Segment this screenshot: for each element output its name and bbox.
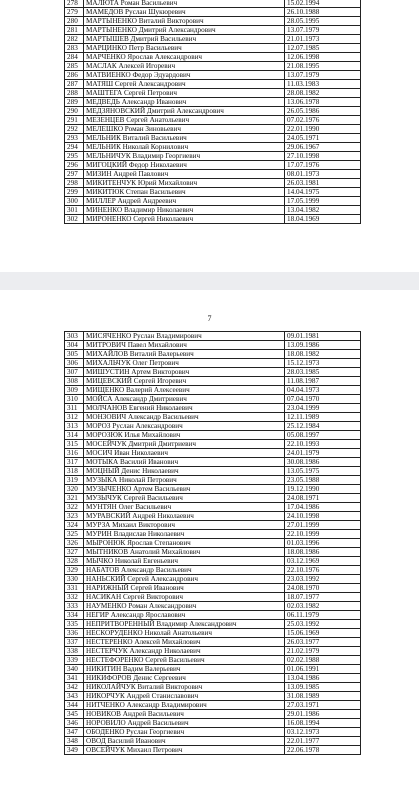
row-number-cell: 317 [65, 458, 84, 467]
birth-date-cell: 23.03.1992 [285, 575, 361, 584]
row-number-cell: 342 [65, 683, 84, 692]
document-page-1 [0, 0, 419, 272]
birth-date-cell: 13.09.1986 [285, 341, 361, 350]
roster-table-body [65, 332, 361, 755]
table-row [65, 458, 361, 467]
table-row [65, 17, 361, 26]
table-row [65, 44, 361, 53]
row-number-cell: 307 [65, 368, 84, 377]
table-row [65, 746, 361, 755]
name-cell: МИЛЛЕР Андрей Андреевич [84, 197, 285, 206]
table-row [65, 413, 361, 422]
birth-date-cell: 29.06.1967 [285, 143, 361, 152]
name-cell: МОЦНЫЙ Денис Николаевич [84, 467, 285, 476]
birth-date-cell: 31.08.1989 [285, 692, 361, 701]
row-number-cell: 283 [65, 44, 84, 53]
table-row [65, 575, 361, 584]
row-number-cell: 310 [65, 395, 84, 404]
row-number-cell: 328 [65, 557, 84, 566]
name-cell: МАРЧЕНКО Ярослав Александрович [84, 53, 285, 62]
row-number-cell: 341 [65, 674, 84, 683]
row-number-cell: 331 [65, 584, 84, 593]
table-row [65, 602, 361, 611]
row-number-cell: 296 [65, 161, 84, 170]
name-cell: МЕЛЬНИК Виталий Васильевич [84, 134, 285, 143]
birth-date-cell: 24.08.1971 [285, 494, 361, 503]
row-number-cell: 326 [65, 539, 84, 548]
row-number-cell: 292 [65, 125, 84, 134]
name-cell: МИШУСТИН Артем Викторович [84, 368, 285, 377]
birth-date-cell: 13.04.1982 [285, 206, 361, 215]
birth-date-cell: 21.01.1973 [285, 35, 361, 44]
table-row [65, 404, 361, 413]
table-row [65, 512, 361, 521]
birth-date-cell: 14.04.1975 [285, 188, 361, 197]
name-cell: НОРОВИЛО Андрей Васильевич [84, 719, 285, 728]
name-cell: НАРИЖНЫЙ Сергей Иванович [84, 584, 285, 593]
name-cell: МИЗИН Андрей Павлович [84, 170, 285, 179]
birth-date-cell: 18.04.1969 [285, 215, 361, 224]
row-number-cell: 285 [65, 62, 84, 71]
table-row [65, 557, 361, 566]
birth-date-cell: 24.05.1971 [285, 134, 361, 143]
row-number-cell: 332 [65, 593, 84, 602]
birth-date-cell: 12.07.1985 [285, 44, 361, 53]
row-number-cell: 302 [65, 215, 84, 224]
row-number-cell: 299 [65, 188, 84, 197]
birth-date-cell: 15.02.1994 [285, 0, 361, 8]
birth-date-cell: 29.01.1986 [285, 710, 361, 719]
birth-date-cell: 28.08.1982 [285, 89, 361, 98]
row-number-cell: 320 [65, 485, 84, 494]
row-number-cell: 288 [65, 89, 84, 98]
table-row [65, 26, 361, 35]
birth-date-cell: 27.01.1999 [285, 521, 361, 530]
name-cell: МИТРОВИЧ Павел Михайлович [84, 341, 285, 350]
row-number-cell: 315 [65, 440, 84, 449]
name-cell: МАРТЫНЕНКО Виталий Викторович [84, 17, 285, 26]
table-row [65, 719, 361, 728]
birth-date-cell: 23.04.1999 [285, 404, 361, 413]
name-cell: НИКИТИН Вадим Валерьевич [84, 665, 285, 674]
row-number-cell: 337 [65, 638, 84, 647]
table-row [65, 467, 361, 476]
birth-date-cell: 12.06.1998 [285, 53, 361, 62]
row-number-cell: 324 [65, 521, 84, 530]
row-number-cell: 278 [65, 0, 84, 8]
name-cell: МЕЛЕШКО Роман Зиновьевич [84, 125, 285, 134]
name-cell: МОРОЗ Руслан Александрович [84, 422, 285, 431]
row-number-cell: 338 [65, 647, 84, 656]
birth-date-cell: 13.07.1979 [285, 71, 361, 80]
table-row [65, 98, 361, 107]
table-row [65, 188, 361, 197]
name-cell: НЕПРИТВОРЕННЫЙ Владимир Александрович [84, 620, 285, 629]
row-number-cell: 311 [65, 404, 84, 413]
name-cell: МУЗЫЧУК Сергей Васильевич [84, 494, 285, 503]
name-cell: НИТЧЕНКО Александр Владимирович [84, 701, 285, 710]
table-row [65, 683, 361, 692]
table-row [65, 629, 361, 638]
row-number-cell: 303 [65, 332, 84, 341]
row-number-cell: 330 [65, 575, 84, 584]
row-number-cell: 323 [65, 512, 84, 521]
birth-date-cell: 13.07.1979 [285, 26, 361, 35]
row-number-cell: 300 [65, 197, 84, 206]
row-number-cell: 313 [65, 422, 84, 431]
row-number-cell: 316 [65, 449, 84, 458]
table-row [65, 656, 361, 665]
row-number-cell: 304 [65, 341, 84, 350]
name-cell: МЕЛЬНИЧУК Владимир Георгиевич [84, 152, 285, 161]
name-cell: МИГОЦКИЙ Федор Николаевич [84, 161, 285, 170]
birth-date-cell: 01.06.1991 [285, 665, 361, 674]
row-number-cell: 312 [65, 413, 84, 422]
row-number-cell: 308 [65, 377, 84, 386]
table-row [65, 476, 361, 485]
table-row [65, 422, 361, 431]
table-row [65, 386, 361, 395]
table-row [65, 35, 361, 44]
row-number-cell: 282 [65, 35, 84, 44]
row-number-cell: 335 [65, 620, 84, 629]
birth-date-cell: 04.04.1973 [285, 386, 361, 395]
name-cell: МАРТЫШЕВ Дмитрий Васильевич [84, 35, 285, 44]
table-row [65, 125, 361, 134]
birth-date-cell: 26.03.1981 [285, 179, 361, 188]
name-cell: МЫЧКО Николай Евгеньевич [84, 557, 285, 566]
table-row [65, 161, 361, 170]
name-cell: МЕДВЕДЬ Александр Иванович [84, 98, 285, 107]
name-cell: НИКОЛАЙЧУК Виталий Викторович [84, 683, 285, 692]
table-row [65, 530, 361, 539]
birth-date-cell: 25.12.1984 [285, 422, 361, 431]
roster-table-body [65, 0, 361, 224]
name-cell: НЕГИР Александр Ярославович [84, 611, 285, 620]
name-cell: МУРАВСКИЙ Андрей Николаевич [84, 512, 285, 521]
row-number-cell: 347 [65, 728, 84, 737]
table-row [65, 332, 361, 341]
row-number-cell: 349 [65, 746, 84, 755]
birth-date-cell: 02.03.1982 [285, 602, 361, 611]
name-cell: МОЛЧАНОВ Евгений Николаевич [84, 404, 285, 413]
birth-date-cell: 17.05.1999 [285, 197, 361, 206]
document-page-2 [0, 290, 419, 800]
name-cell: МУРИН Владислав Николаевич [84, 530, 285, 539]
row-number-cell: 291 [65, 116, 84, 125]
name-cell: МИХАЙЛОВ Виталий Валерьевич [84, 350, 285, 359]
birth-date-cell: 13.05.1975 [285, 467, 361, 476]
birth-date-cell: 03.12.1973 [285, 728, 361, 737]
birth-date-cell: 05.08.1997 [285, 431, 361, 440]
birth-date-cell: 24.08.1970 [285, 584, 361, 593]
birth-date-cell: 28.03.1985 [285, 368, 361, 377]
table-row [65, 449, 361, 458]
table-row [65, 80, 361, 89]
row-number-cell: 321 [65, 494, 84, 503]
name-cell: НАБАТОВ Александр Васильевич [84, 566, 285, 575]
birth-date-cell: 22.01.1977 [285, 737, 361, 746]
birth-date-cell: 07.04.1970 [285, 395, 361, 404]
birth-date-cell: 24.10.1998 [285, 512, 361, 521]
name-cell: МУЗЫЧЕНКО Артем Васильевич [84, 485, 285, 494]
birth-date-cell: 30.08.1986 [285, 458, 361, 467]
name-cell: НАНЬСКИЙ Сергей Александрович [84, 575, 285, 584]
name-cell: МОСЕЙЧУК Дмитрий Дмитриевич [84, 440, 285, 449]
row-number-cell: 298 [65, 179, 84, 188]
birth-date-cell: 17.04.1986 [285, 503, 361, 512]
table-row [65, 53, 361, 62]
table-row [65, 593, 361, 602]
row-number-cell: 346 [65, 719, 84, 728]
name-cell: МЕЛЬНИК Николай Корнилович [84, 143, 285, 152]
table-row [65, 368, 361, 377]
name-cell: МИХАЛЬЧУК Олег Петрович [84, 359, 285, 368]
birth-date-cell: 17.07.1976 [285, 161, 361, 170]
birth-date-cell: 26.03.1977 [285, 638, 361, 647]
name-cell: МАРТЫНЕНКО Дмитрий Александрович [84, 26, 285, 35]
table-row [65, 539, 361, 548]
page-number: 7 [207, 314, 212, 323]
table-row [65, 107, 361, 116]
row-number-cell: 287 [65, 80, 84, 89]
table-row [65, 620, 361, 629]
birth-date-cell: 11.08.1987 [285, 377, 361, 386]
row-number-cell: 279 [65, 8, 84, 17]
birth-date-cell: 22.01.1990 [285, 125, 361, 134]
table-row [65, 215, 361, 224]
name-cell: МЫРОНЮК Ярослав Степанович [84, 539, 285, 548]
name-cell: МУНТЯН Олег Васильевич [84, 503, 285, 512]
table-row [65, 134, 361, 143]
table-row [65, 566, 361, 575]
table-row [65, 152, 361, 161]
birth-date-cell: 01.03.1996 [285, 539, 361, 548]
birth-date-cell: 18.08.1986 [285, 548, 361, 557]
name-cell: МИЦЕВСКИЙ Сергей Игоревич [84, 377, 285, 386]
birth-date-cell: 13.06.1978 [285, 98, 361, 107]
name-cell: МАШТЕГА Сергей Петрович [84, 89, 285, 98]
table-row [65, 359, 361, 368]
birth-date-cell: 07.02.1976 [285, 116, 361, 125]
name-cell: МЫТНИКОВ Анатолий Михайлович [84, 548, 285, 557]
name-cell: НЕСТЕРЧУК Александр Николаевич [84, 647, 285, 656]
row-number-cell: 319 [65, 476, 84, 485]
birth-date-cell: 03.12.1969 [285, 557, 361, 566]
row-number-cell: 339 [65, 656, 84, 665]
birth-date-cell: 27.10.1998 [285, 152, 361, 161]
name-cell: НОВИКОВ Андрей Васильевич [84, 710, 285, 719]
name-cell: МАТЯШ Сергей Александрович [84, 80, 285, 89]
roster-table [64, 331, 361, 755]
name-cell: НИКИФОРОВ Денис Сергеевич [84, 674, 285, 683]
name-cell: МОСИЧ Иван Николаевич [84, 449, 285, 458]
birth-date-cell: 22.06.1978 [285, 746, 361, 755]
birth-date-cell: 09.01.1981 [285, 332, 361, 341]
table-row [65, 116, 361, 125]
name-cell: ОБОДЕНКО Руслан Георгиевич [84, 728, 285, 737]
name-cell: МАМЕДОВ Руслан Шукюревич [84, 8, 285, 17]
name-cell: МИКИТЕНЧУК Юрий Михайлович [84, 179, 285, 188]
row-number-cell: 309 [65, 386, 84, 395]
row-number-cell: 284 [65, 53, 84, 62]
table-row [65, 737, 361, 746]
birth-date-cell: 19.12.1990 [285, 485, 361, 494]
name-cell: МУРЗА Михаил Викторович [84, 521, 285, 530]
birth-date-cell: 13.04.1986 [285, 674, 361, 683]
row-number-cell: 333 [65, 602, 84, 611]
name-cell: ОВСЕЙЧУК Михаил Петрович [84, 746, 285, 755]
table-row [65, 206, 361, 215]
table-row [65, 692, 361, 701]
table-row [65, 341, 361, 350]
table-row [65, 584, 361, 593]
birth-date-cell: 26.05.1986 [285, 107, 361, 116]
birth-date-cell: 24.01.1979 [285, 449, 361, 458]
name-cell: МИЩЕНКО Валерий Алексеевич [84, 386, 285, 395]
name-cell: НАСИКАН Сергей Викторович [84, 593, 285, 602]
name-cell: МИНЕНКО Владимир Николаевич [84, 206, 285, 215]
table-row [65, 728, 361, 737]
table-row [65, 179, 361, 188]
row-number-cell: 343 [65, 692, 84, 701]
birth-date-cell: 22.10.1976 [285, 566, 361, 575]
row-number-cell: 344 [65, 701, 84, 710]
birth-date-cell: 28.05.1995 [285, 17, 361, 26]
table-row [65, 638, 361, 647]
row-number-cell: 325 [65, 530, 84, 539]
table-row [65, 647, 361, 656]
name-cell: МИСЯЧЕНКО Руслан Владимирович [84, 332, 285, 341]
row-number-cell: 286 [65, 71, 84, 80]
birth-date-cell: 13.09.1985 [285, 683, 361, 692]
table-row [65, 494, 361, 503]
table-row [65, 440, 361, 449]
table-row [65, 710, 361, 719]
name-cell: ОВОД Василий Иванович [84, 737, 285, 746]
table-row [65, 395, 361, 404]
row-number-cell: 340 [65, 665, 84, 674]
birth-date-cell: 06.11.1979 [285, 611, 361, 620]
table-row [65, 350, 361, 359]
row-number-cell: 348 [65, 737, 84, 746]
name-cell: МОНЗОВИЧ Александр Васильевич [84, 413, 285, 422]
birth-date-cell: 15.12.1973 [285, 359, 361, 368]
table-row [65, 503, 361, 512]
row-number-cell: 334 [65, 611, 84, 620]
name-cell: МИКИТЮК Степан Васильевич [84, 188, 285, 197]
row-number-cell: 318 [65, 467, 84, 476]
birth-date-cell: 27.03.1971 [285, 701, 361, 710]
name-cell: НЕСТЕФОРЕНКО Сергей Васильевич [84, 656, 285, 665]
birth-date-cell: 12.11.1989 [285, 413, 361, 422]
table-row [65, 89, 361, 98]
row-number-cell: 280 [65, 17, 84, 26]
birth-date-cell: 22.10.1993 [285, 440, 361, 449]
birth-date-cell: 15.06.1969 [285, 629, 361, 638]
table-row [65, 71, 361, 80]
birth-date-cell: 18.07.1977 [285, 593, 361, 602]
name-cell: МЕЗЕНЦЕВ Сергей Анатольевич [84, 116, 285, 125]
name-cell: МАСЛАК Алексей Игоревич [84, 62, 285, 71]
name-cell: МОТЫКА Василий Иванович [84, 458, 285, 467]
table-row [65, 701, 361, 710]
row-number-cell: 294 [65, 143, 84, 152]
table-row [65, 143, 361, 152]
row-number-cell: 305 [65, 350, 84, 359]
birth-date-cell: 26.10.1988 [285, 8, 361, 17]
table-row [65, 8, 361, 17]
birth-date-cell: 08.01.1973 [285, 170, 361, 179]
name-cell: МАРЦИНКО Петр Васильевич [84, 44, 285, 53]
name-cell: МУЗЫКА Николай Петрович [84, 476, 285, 485]
birth-date-cell: 18.08.1982 [285, 350, 361, 359]
name-cell: НИКОРЧУК Андрей Станиславович [84, 692, 285, 701]
birth-date-cell: 21.08.1995 [285, 62, 361, 71]
row-number-cell: 345 [65, 710, 84, 719]
table-row [65, 611, 361, 620]
row-number-cell: 336 [65, 629, 84, 638]
row-number-cell: 306 [65, 359, 84, 368]
table-row [65, 521, 361, 530]
roster-table [64, 0, 361, 224]
row-number-cell: 295 [65, 152, 84, 161]
name-cell: НЕСКОРУДЕНКО Николай Анатольевич [84, 629, 285, 638]
birth-date-cell: 22.10.1999 [285, 530, 361, 539]
birth-date-cell: 23.05.1988 [285, 476, 361, 485]
table-row [65, 197, 361, 206]
name-cell: МОЙСА Александр Дмитриевич [84, 395, 285, 404]
table-row [65, 485, 361, 494]
birth-date-cell: 11.03.1983 [285, 80, 361, 89]
birth-date-cell: 25.03.1992 [285, 620, 361, 629]
table-row [65, 377, 361, 386]
row-number-cell: 322 [65, 503, 84, 512]
table-row [65, 431, 361, 440]
name-cell: МЕДЗЯНОВСКИЙ Дмитрий Александрович [84, 107, 285, 116]
birth-date-cell: 21.02.1979 [285, 647, 361, 656]
name-cell: НЕСТЕРЕНКО Алексей Михайлович [84, 638, 285, 647]
row-number-cell: 289 [65, 98, 84, 107]
table-row [65, 62, 361, 71]
row-number-cell: 314 [65, 431, 84, 440]
row-number-cell: 301 [65, 206, 84, 215]
row-number-cell: 327 [65, 548, 84, 557]
table-row [65, 170, 361, 179]
table-row [65, 674, 361, 683]
table-row [65, 548, 361, 557]
row-number-cell: 329 [65, 566, 84, 575]
row-number-cell: 297 [65, 170, 84, 179]
table-row [65, 0, 361, 8]
name-cell: НАУМЕНКО Роман Александрович [84, 602, 285, 611]
birth-date-cell: 02.02.1988 [285, 656, 361, 665]
name-cell: МОРОЗЮК Илья Михайлович [84, 431, 285, 440]
row-number-cell: 293 [65, 134, 84, 143]
birth-date-cell: 16.08.1994 [285, 719, 361, 728]
name-cell: МИРОНЕНКО Сергей Николаевич [84, 215, 285, 224]
row-number-cell: 281 [65, 26, 84, 35]
name-cell: МАЛЮТА Роман Васильевич [84, 0, 285, 8]
table-row [65, 665, 361, 674]
name-cell: МАТВИЕНКО Федор Эдуардович [84, 71, 285, 80]
row-number-cell: 290 [65, 107, 84, 116]
